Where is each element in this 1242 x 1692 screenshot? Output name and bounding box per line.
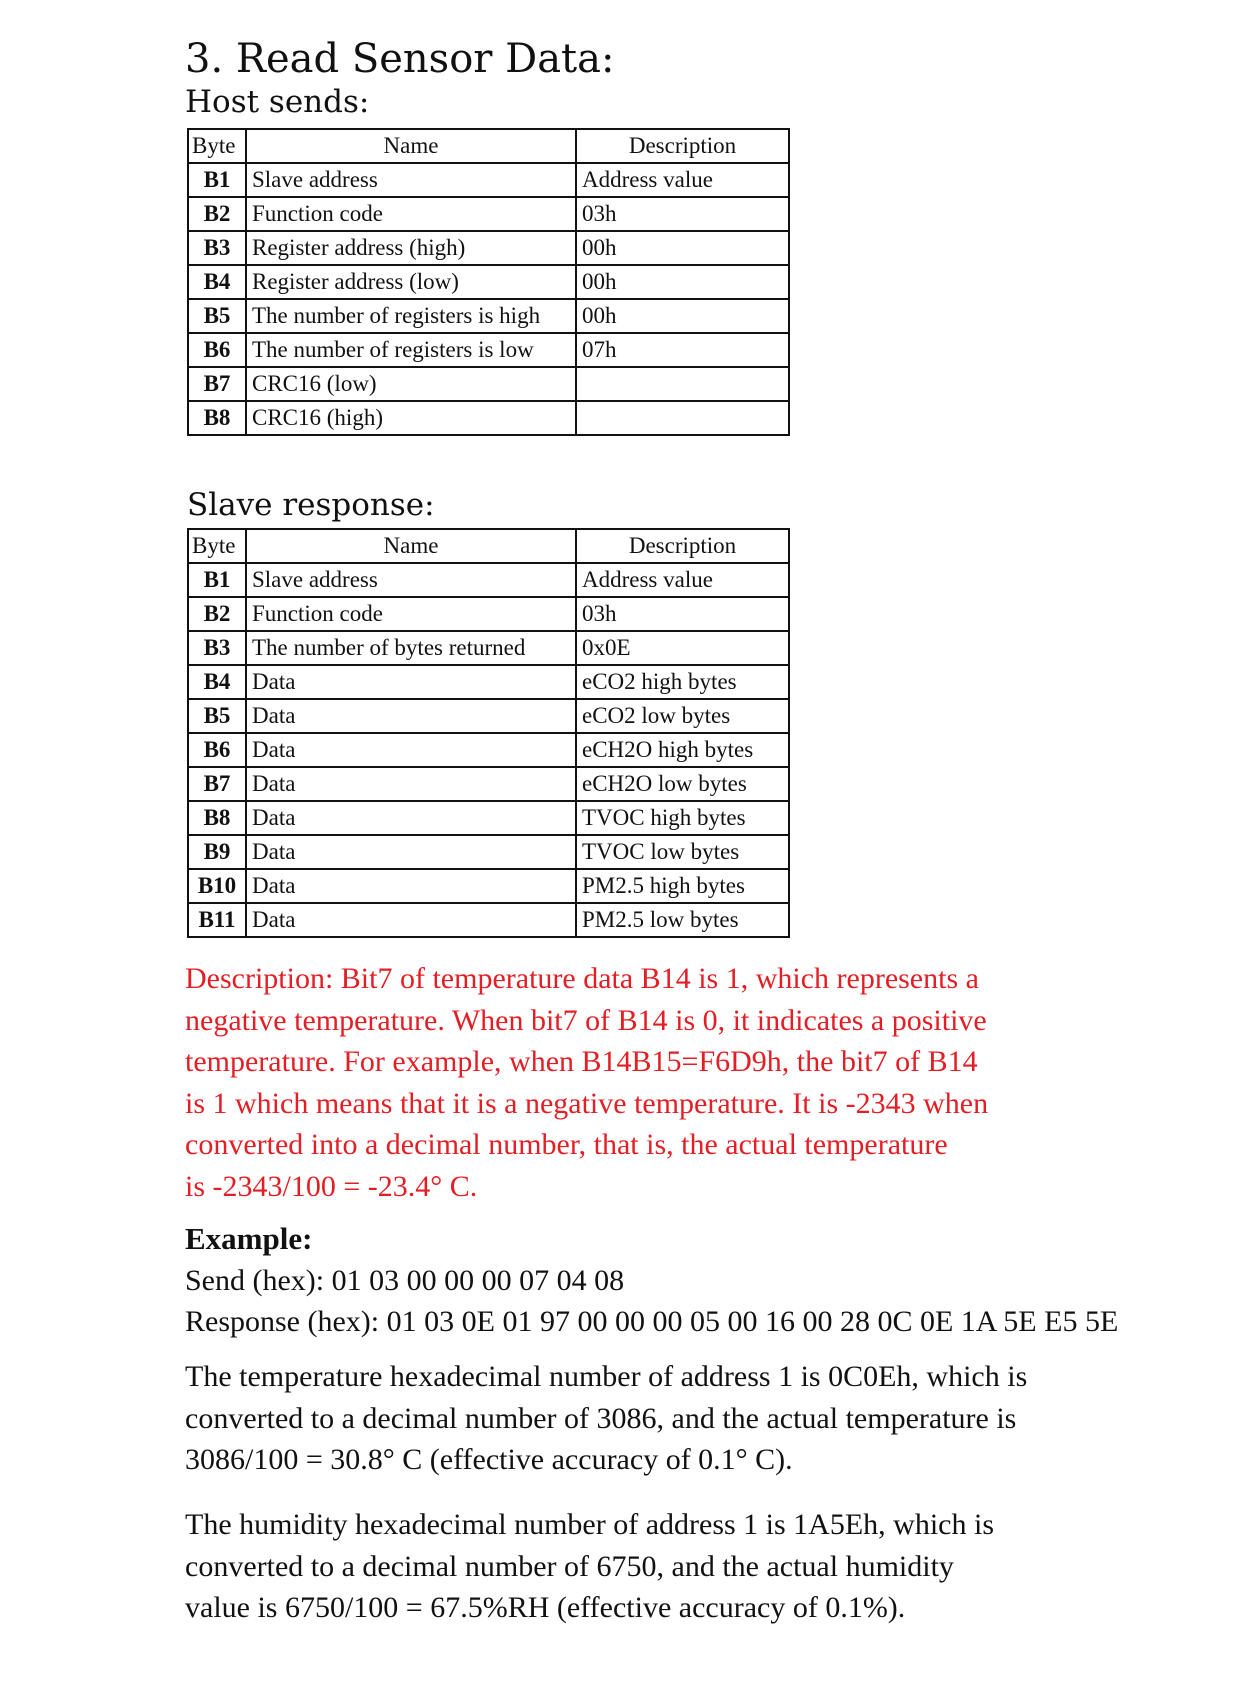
paragraph-line: The humidity hexadecimal number of address 1 is 1A5Eh, which is xyxy=(185,1508,994,1541)
description-cell: eCO2 low bytes xyxy=(576,699,789,733)
paragraph-line: converted to a decimal number of 6750, and the actual humidity xyxy=(185,1549,954,1583)
table-row xyxy=(188,767,789,801)
header-description: Description xyxy=(576,529,789,563)
byte-cell: B2 xyxy=(188,197,246,231)
description-cell: eCH2O high bytes xyxy=(576,733,789,767)
description-cell: 03h xyxy=(576,597,789,631)
description-cell: Address value xyxy=(576,163,789,197)
description-cell: eCH2O low bytes xyxy=(576,767,789,801)
header-name: Name xyxy=(246,129,576,163)
description-cell: PM2.5 low bytes xyxy=(576,903,789,937)
table-row xyxy=(188,563,789,597)
name-cell: The number of registers is high xyxy=(246,299,576,333)
byte-cell: B10 xyxy=(188,869,246,903)
header-name: Name xyxy=(246,529,576,563)
description-cell xyxy=(576,401,789,435)
note-line: is -2343/100 = -23.4° C. xyxy=(185,1169,478,1203)
description-cell: TVOC high bytes xyxy=(576,801,789,835)
paragraph-line: 3086/100 = 30.8° C (effective accuracy of 0.1° C). xyxy=(185,1443,793,1476)
description-cell: 0x0E xyxy=(576,631,789,665)
header-byte: Byte xyxy=(188,529,246,563)
name-cell: Data xyxy=(246,869,576,903)
table-row xyxy=(188,733,789,767)
name-cell: Register address (low) xyxy=(246,265,576,299)
table-row xyxy=(188,869,789,903)
table-row xyxy=(188,367,789,401)
description-cell: Address value xyxy=(576,563,789,597)
table-row xyxy=(188,333,789,367)
name-cell: Data xyxy=(246,665,576,699)
table-row xyxy=(188,197,789,231)
table-header-row xyxy=(188,129,789,163)
name-cell: The number of bytes returned xyxy=(246,631,576,665)
table-row xyxy=(188,903,789,937)
byte-cell: B3 xyxy=(188,231,246,265)
temperature-sign-note xyxy=(185,958,1115,1207)
name-cell: Data xyxy=(246,903,576,937)
description-cell: PM2.5 high bytes xyxy=(576,869,789,903)
description-cell: 00h xyxy=(576,265,789,299)
header-byte: Byte xyxy=(188,129,246,163)
paragraph-line: The temperature hexadecimal number of address 1 is 0C0Eh, which is xyxy=(185,1360,1028,1393)
name-cell: Data xyxy=(246,767,576,801)
byte-cell: B3 xyxy=(188,631,246,665)
note-line: temperature. For example, when B14B15=F6D9h, the bit7 of B14 xyxy=(185,1045,978,1078)
host-sends-label: Host sends: xyxy=(185,84,370,120)
section-title: 3. Read Sensor Data: xyxy=(185,36,615,82)
byte-cell: B6 xyxy=(188,733,246,767)
name-cell: Register address (high) xyxy=(246,231,576,265)
table-row xyxy=(188,665,789,699)
byte-cell: B9 xyxy=(188,835,246,869)
name-cell: Data xyxy=(246,801,576,835)
byte-cell: B11 xyxy=(188,903,246,937)
name-cell: CRC16 (low) xyxy=(246,367,576,401)
note-line: is 1 which means that it is a negative temperature. It is -2343 when xyxy=(185,1086,989,1120)
table-header-row xyxy=(188,529,789,563)
byte-cell: B2 xyxy=(188,597,246,631)
example-title: Example: xyxy=(185,1221,313,1256)
paragraph-line: converted to a decimal number of 3086, and the actual temperature is xyxy=(185,1401,1017,1435)
table-row xyxy=(188,801,789,835)
byte-cell: B4 xyxy=(188,265,246,299)
name-cell: Function code xyxy=(246,597,576,631)
slave-response-table xyxy=(187,528,790,938)
description-cell xyxy=(576,367,789,401)
send-line: Send (hex): 01 03 00 00 00 07 04 08 xyxy=(185,1263,625,1297)
table-row xyxy=(188,231,789,265)
byte-cell: B5 xyxy=(188,699,246,733)
description-cell: 03h xyxy=(576,197,789,231)
table-row xyxy=(188,401,789,435)
byte-cell: B7 xyxy=(188,767,246,801)
name-cell: CRC16 (high) xyxy=(246,401,576,435)
note-line: converted into a decimal number, that is, the actual temperature xyxy=(185,1128,948,1161)
name-cell: Data xyxy=(246,835,576,869)
table-row xyxy=(188,163,789,197)
byte-cell: B8 xyxy=(188,401,246,435)
table-row xyxy=(188,835,789,869)
byte-cell: B1 xyxy=(188,163,246,197)
name-cell: Data xyxy=(246,733,576,767)
description-cell: 00h xyxy=(576,231,789,265)
name-cell: The number of registers is low xyxy=(246,333,576,367)
note-line: Description: Bit7 of temperature data B14 is 1, which represents a xyxy=(185,962,979,995)
name-cell: Slave address xyxy=(246,563,576,597)
header-description: Description xyxy=(576,129,789,163)
table-row xyxy=(188,265,789,299)
byte-cell: B5 xyxy=(188,299,246,333)
paragraph-line: value is 6750/100 = 67.5%RH (effective accuracy of 0.1%). xyxy=(185,1591,906,1624)
table-row xyxy=(188,699,789,733)
temperature-paragraph xyxy=(185,1356,1027,1481)
description-cell: eCO2 high bytes xyxy=(576,665,789,699)
host-sends-table xyxy=(187,128,790,436)
note-line: negative temperature. When bit7 of B14 is 0, it indicates a positive xyxy=(185,1003,987,1037)
byte-cell: B1 xyxy=(188,563,246,597)
table-row xyxy=(188,631,789,665)
description-cell: 07h xyxy=(576,333,789,367)
humidity-paragraph xyxy=(185,1504,994,1629)
byte-cell: B6 xyxy=(188,333,246,367)
name-cell: Slave address xyxy=(246,163,576,197)
example-block xyxy=(185,1218,1118,1343)
slave-response-label: Slave response: xyxy=(187,487,435,523)
description-cell: TVOC low bytes xyxy=(576,835,789,869)
response-line: Response (hex): 01 03 0E 01 97 00 00 00 05 00 16 00 28 0C 0E 1A 5E E5 5E xyxy=(185,1305,1119,1338)
name-cell: Data xyxy=(246,699,576,733)
table-row xyxy=(188,299,789,333)
description-cell: 00h xyxy=(576,299,789,333)
byte-cell: B8 xyxy=(188,801,246,835)
byte-cell: B7 xyxy=(188,367,246,401)
byte-cell: B4 xyxy=(188,665,246,699)
name-cell: Function code xyxy=(246,197,576,231)
table-row xyxy=(188,597,789,631)
